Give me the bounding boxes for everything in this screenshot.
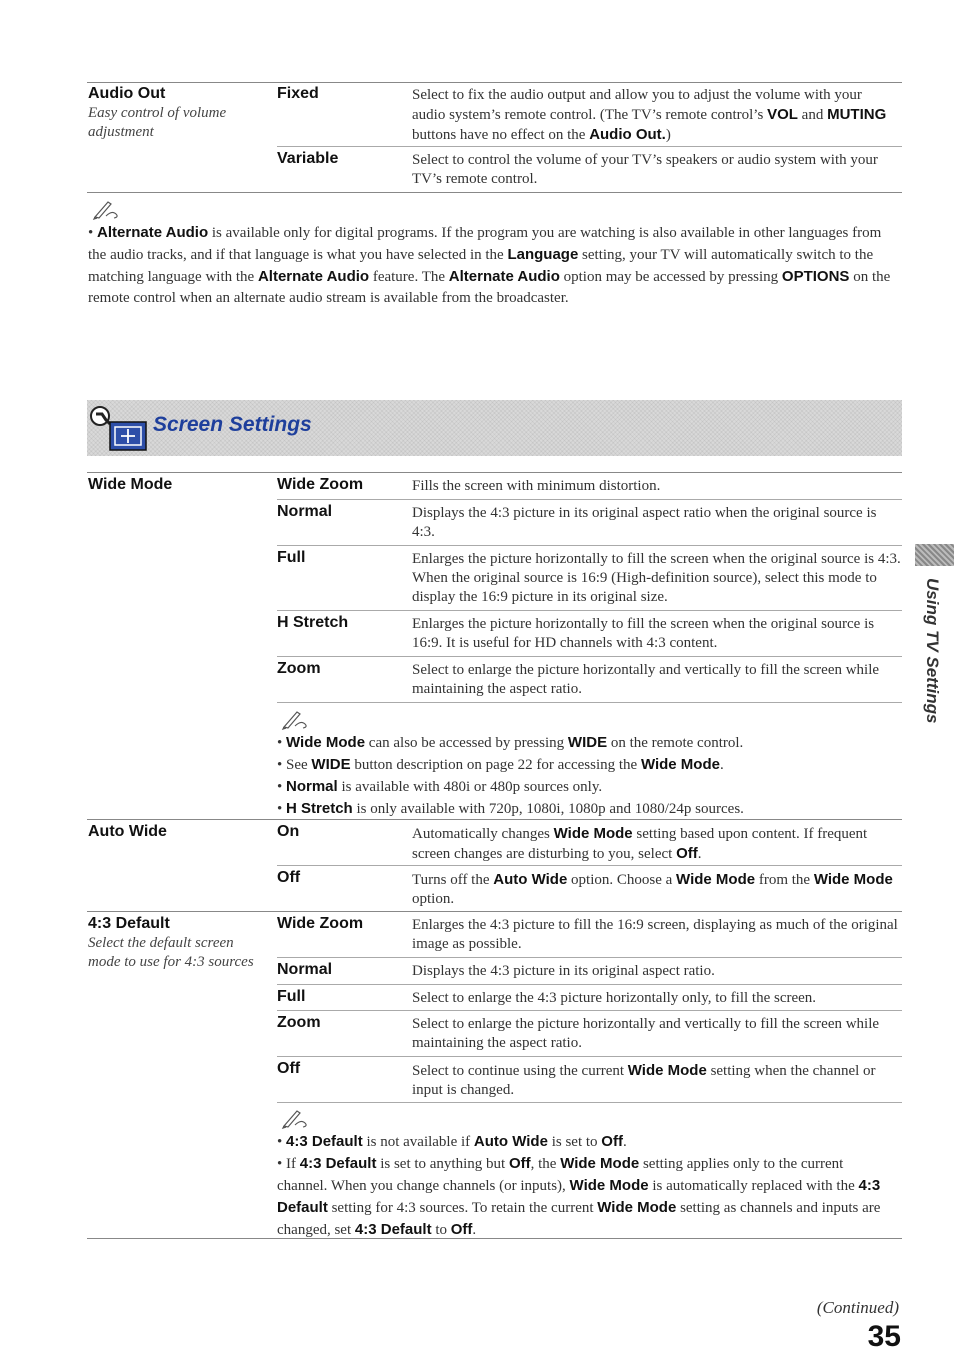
text-run: Select to continue using the current — [412, 1063, 628, 1079]
page-number: 35 — [867, 1320, 901, 1353]
text-run: Wide Mode — [597, 1199, 677, 1216]
text-run: Wide Mode — [627, 1062, 707, 1079]
text-run: • — [277, 735, 287, 751]
note-pencil-icon — [281, 708, 311, 730]
wide-mode-notes — [277, 732, 902, 820]
default43-notes — [277, 1131, 897, 1241]
side-tab-label: Using TV Settings — [923, 578, 942, 724]
text-run: 4:3 Default — [277, 1177, 881, 1216]
text-run: is automatically replaced with the — [648, 1178, 859, 1194]
text-run: button description on page 22 for accessing the — [350, 757, 641, 773]
text-run: option may be accessed by pressing — [559, 269, 782, 285]
audio-out-variable-desc: Select to control the volume of your TV’s speakers or audio system with your TV’s remote control. — [412, 152, 878, 187]
text-run: WIDE — [311, 756, 351, 773]
wide-mode-widezoom-desc: Fills the screen with minimum distortion. — [412, 478, 661, 494]
auto-wide-label: Auto Wide — [88, 823, 167, 840]
text-run: setting as channels and inputs are changed, set — [277, 1200, 881, 1238]
text-run: option. Choose a — [567, 872, 677, 888]
wide-mode-hstretch-name: H Stretch — [277, 614, 349, 631]
text-run: Alternate Audio — [257, 268, 370, 285]
text-run: option. — [412, 891, 455, 907]
auto-wide-on-name: On — [277, 823, 300, 840]
default43-off-desc — [412, 1061, 898, 1100]
default43-full-desc: Select to enlarge the 4:3 picture horizontally only, to fill the screen. — [412, 990, 817, 1006]
default43-normal-name: Normal — [277, 961, 333, 978]
wide-mode-label: Wide Mode — [88, 476, 173, 493]
text-run: • See — [277, 757, 312, 773]
text-run: to — [431, 1222, 451, 1238]
text-run: is set to — [547, 1134, 602, 1150]
text-run: on the remote control. — [607, 735, 744, 751]
note-item — [277, 798, 902, 820]
text-run: Wide Mode — [553, 825, 633, 842]
default43-zoom-name: Zoom — [277, 1014, 321, 1031]
text-run: from the — [755, 872, 814, 888]
text-run: Off — [676, 845, 698, 862]
text-run: 4:3 Default — [286, 1133, 363, 1150]
text-run: H Stretch — [286, 800, 353, 817]
auto-wide-off-name: Off — [277, 869, 301, 886]
default43-label: 4:3 Default — [88, 915, 170, 932]
text-run: Audio Out. — [589, 126, 666, 143]
note-item — [277, 754, 902, 776]
text-run: setting, your TV will automatically switch to the matching language with the — [88, 247, 874, 285]
note-item — [277, 1131, 897, 1153]
text-run: Auto Wide — [493, 871, 568, 888]
default43-off-name: Off — [277, 1060, 301, 1077]
text-run: Turns off the — [412, 872, 494, 888]
text-run: . — [697, 846, 702, 862]
note-item — [277, 732, 902, 754]
text-run: . — [622, 1134, 627, 1150]
audio-out-fixed-name: Fixed — [277, 85, 319, 102]
text-run: is set to anything but — [376, 1156, 509, 1172]
default43-widezoom-desc: Enlarges the 4:3 picture to fill the 16:9 screen, displaying as much of the original image as possible. — [412, 917, 898, 952]
default43-zoom-desc: Select to enlarge the picture horizontally and vertically to fill the screen while maintaining the aspect ratio. — [412, 1016, 880, 1051]
text-run: ) — [665, 127, 671, 143]
text-run: MUTING — [827, 106, 887, 123]
note-item — [277, 1153, 897, 1241]
auto-wide-on-desc — [412, 824, 898, 864]
section-title: Screen Settings — [153, 413, 312, 436]
wide-mode-zoom-name: Zoom — [277, 660, 321, 677]
text-run: buttons have no effect on the — [412, 127, 590, 143]
text-run: • If — [277, 1156, 300, 1172]
wide-mode-hstretch-desc: Enlarges the picture horizontally to fill the screen when the original source is 16:9. It is useful for HD channels with 4:3 content. — [412, 616, 875, 651]
audio-out-label: Audio Out — [88, 85, 166, 102]
continued-label: (Continued) — [816, 1298, 899, 1317]
text-run: can also be accessed by pressing — [365, 735, 568, 751]
text-run: • — [88, 225, 98, 241]
text-run: setting when the channel or input is changed. — [412, 1063, 876, 1098]
text-run: Alternate Audio — [97, 224, 209, 241]
text-run: feature. The — [369, 269, 449, 285]
default43-full-name: Full — [277, 988, 306, 1005]
text-run: Off — [450, 1221, 473, 1238]
text-run: . — [472, 1222, 477, 1238]
text-run: is not available if — [362, 1134, 474, 1150]
text-run: Automatically changes — [412, 826, 554, 842]
text-run: Wide Mode — [640, 756, 720, 773]
text-run: setting for 4:3 sources. To retain the current — [327, 1200, 598, 1216]
audio-out-variable-name: Variable — [277, 150, 339, 167]
text-run: Off — [508, 1155, 531, 1172]
text-run: Wide Mode — [813, 871, 893, 888]
text-run: VOL — [767, 106, 798, 123]
wide-mode-normal-name: Normal — [277, 503, 333, 520]
text-run: setting based upon content. If frequent screen changes are disturbing to you, select — [412, 826, 868, 862]
text-run: setting applies only to the current channel. When you change channels (or inputs), — [277, 1156, 844, 1194]
default43-widezoom-name: Wide Zoom — [277, 915, 364, 932]
side-tab-marker — [915, 544, 954, 566]
text-run: Wide Mode — [569, 1177, 649, 1194]
text-run: Wide Mode — [676, 871, 756, 888]
audio-out-fixed-desc — [412, 86, 898, 145]
wide-mode-full-name: Full — [277, 549, 306, 566]
text-run: • — [277, 779, 287, 795]
note-item — [277, 776, 902, 798]
text-run: OPTIONS — [781, 268, 850, 285]
text-run: , the — [530, 1156, 561, 1172]
text-run: Language — [507, 246, 579, 263]
text-run: 4:3 Default — [354, 1221, 432, 1238]
text-run: 4:3 Default — [299, 1155, 377, 1172]
text-run: • — [277, 801, 287, 817]
default43-normal-desc: Displays the 4:3 picture in its original aspect ratio. — [412, 963, 715, 979]
note-pencil-icon — [281, 1107, 311, 1129]
text-run: is available only for digital programs. If the program you are watching is also available in other languages from the audio tracks, and if that language is what you have selected in the — [88, 225, 882, 263]
wide-mode-normal-desc: Displays the 4:3 picture in its original aspect ratio when the original source is 4:3. — [412, 505, 877, 540]
text-run: Wide Mode — [286, 734, 366, 751]
text-run: Off — [601, 1133, 623, 1150]
text-run: Alternate Audio — [448, 268, 560, 285]
alternate-audio-note — [88, 222, 900, 309]
screen-settings-icon — [88, 404, 150, 454]
audio-out-sublabel: Easy control of volume adjustment — [88, 105, 227, 140]
wide-mode-zoom-desc: Select to enlarge the picture horizontally and vertically to fill the screen while maintaining the aspect ratio. — [412, 662, 880, 697]
text-run: Auto Wide — [473, 1133, 548, 1150]
default43-sublabel: Select the default screen mode to use for 4:3 sources — [88, 935, 254, 970]
text-run: Wide Mode — [560, 1155, 640, 1172]
text-run: and — [797, 107, 828, 123]
wide-mode-full-desc: Enlarges the picture horizontally to fill the screen when the original source is 4:3. When the original source is 16:9 (High-definition source), select this mode to display the 16:9 picture in its original size. — [412, 551, 901, 605]
note-pencil-icon — [92, 198, 122, 220]
text-run: • — [277, 1134, 287, 1150]
auto-wide-off-desc — [412, 870, 898, 909]
text-run: Select to fix the audio output and allow you to adjust the volume with your audio system’s remote control. (The TV’s remote control’s — [412, 87, 862, 123]
text-run: on the remote control when an alternate audio stream is available from the broadcaster. — [88, 269, 891, 306]
text-run: is available with 480i or 480p sources only. — [337, 779, 603, 795]
wide-mode-widezoom-name: Wide Zoom — [277, 476, 364, 493]
text-run: . — [719, 757, 724, 773]
text-run: is only available with 720p, 1080i, 1080p and 1080/24p sources. — [352, 801, 744, 817]
text-run: WIDE — [567, 734, 608, 751]
text-run: Normal — [286, 778, 338, 795]
